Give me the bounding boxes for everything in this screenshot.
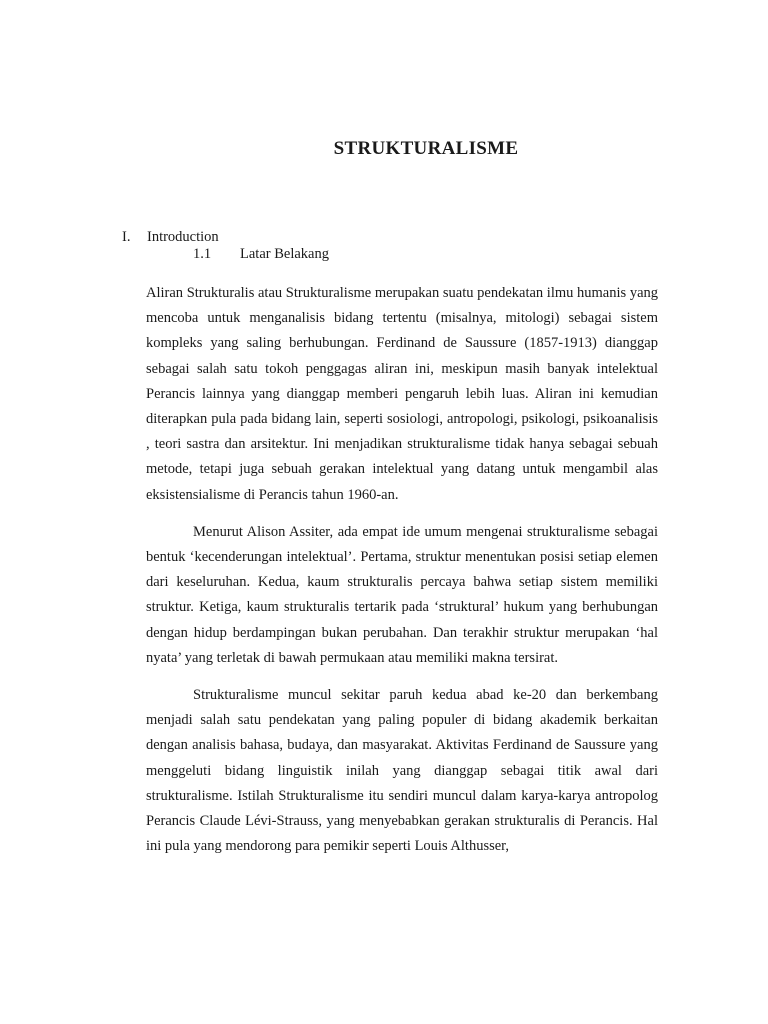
section-heading xyxy=(122,229,219,246)
section-number: I. xyxy=(122,229,131,245)
section-label: Introduction xyxy=(147,229,219,245)
document-body xyxy=(146,281,658,871)
subsection-label: Latar Belakang xyxy=(240,246,329,262)
document-title: STRUKTURALISME xyxy=(333,138,519,159)
subsection-heading xyxy=(193,246,329,263)
paragraph: Aliran Strukturalis atau Strukturalisme merupakan suatu pendekatan ilmu humanis yang mencoba untuk menganalisis bidang tertentu (misalnya, mitologi) sebagai sistem kompleks yang saling berhubungan. Ferdinand de Saussure (1857-1913) dianggap sebagai salah satu tokoh penggagas aliran ini, meskipun masih banyak intelektual Perancis lainnya yang dianggap memberi pengaruh lebih luas. Aliran ini kemudian diterapkan pula pada bidang lain, seperti sosiologi, antropologi, psikologi, psikoanalisis , teori sastra dan arsitektur. Ini menjadikan strukturalisme tidak hanya sebagai sebuah metode, tetapi juga sebuah gerakan intelektual yang datang untuk mengambil alas eksistensialisme di Perancis tahun 1960-an. xyxy=(146,285,658,503)
paragraph: Menurut Alison Assiter, ada empat ide umum mengenai strukturalisme sebagai bentuk ‘kecenderungan intelektual’. Pertama, struktur menentukan posisi setiap elemen dari keseluruhan. Kedua, kaum strukturalis percaya bahwa setiap sistem memiliki struktur. Ketiga, kaum strukturalis tertarik pada ‘struktural’ hukum yang berhubungan dengan hidup berdampingan bukan perubahan. Dan terakhir struktur merupakan ‘hal nyata’ yang terletak di bawah permukaan atau memiliki makna tersirat. xyxy=(146,523,658,666)
paragraph: Strukturalisme muncul sekitar paruh kedua abad ke-20 dan berkembang menjadi salah satu pendekatan yang paling populer di bidang akademik berkaitan dengan analisis bahasa, budaya, dan masyarakat. Aktivitas Ferdinand de Saussure yang menggeluti bidang linguistik inilah yang dianggap sebagai titik awal dari strukturalisme. Istilah Strukturalisme itu sendiri muncul dalam karya-karya antropolog Perancis Claude Lévi-Strauss, yang menyebabkan gerakan strukturalis di Perancis. Hal ini pula yang mendorong para pemikir seperti Louis Althusser, xyxy=(146,687,658,855)
subsection-number: 1.1 xyxy=(193,246,212,262)
